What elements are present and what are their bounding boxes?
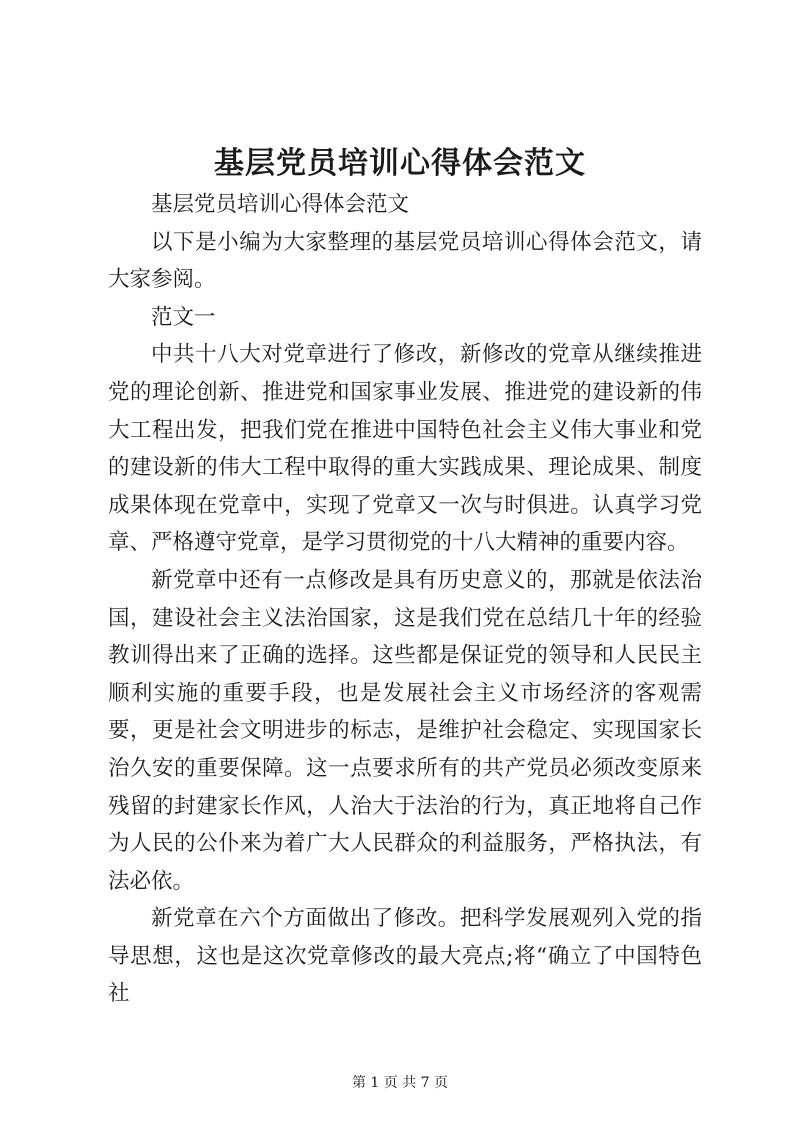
document-body: [108, 186, 702, 1013]
paragraph-body: 中共十八大对党章进行了修改，新修改的党章从继续推进党的理论创新、推进党和国家事业发展、推进党的建设新的伟大工程出发，把我们党在推进中国特色社会主义伟大事业和党的建设新的伟大工程中取得的重大实践成果、理论成果、制度成果体现在党章中，实现了党章又一次与时俱进。认真学习党章、严格遵守党章，是学习贯彻党的十八大精神的重要内容。: [108, 342, 702, 556]
paragraph-subtitle: 基层党员培训心得体会范文: [151, 192, 410, 217]
document-title: 基层党员培训心得体会范文: [214, 146, 586, 181]
paragraph-body: 新党章在六个方面做出了修改。把科学发展观列入党的指导思想，这也是这次党章修改的最大亮点;将“确立了中国特色社: [108, 906, 702, 1007]
paragraph-section-heading: 范文一: [151, 304, 216, 330]
paragraph-body: 新党章中还有一点修改是具有历史意义的，那就是依法治国，建设社会主义法治国家，这是我们党在总结几十年的经验教训得出来了正确的选择。这些都是保证党的领导和人民民主顺利实施的重要手段，也是发展社会主义市场经济的客观需要，更是社会文明进步的标志，是维护社会稳定、实现国家长治久安的重要保障。这一点要求所有的共产党员必须改变原来残留的封建家长作风，人治大于法治的行为，真正地将自己作为人民的公仆来为着广大人民群众的利益服务，严格执法，有法必依。: [108, 567, 702, 894]
paragraph-intro: 以下是小编为大家整理的基层党员培训心得体会范文，请大家参阅。: [108, 229, 702, 293]
page-number-footer: 第 1 页 共 7 页: [351, 1075, 449, 1091]
